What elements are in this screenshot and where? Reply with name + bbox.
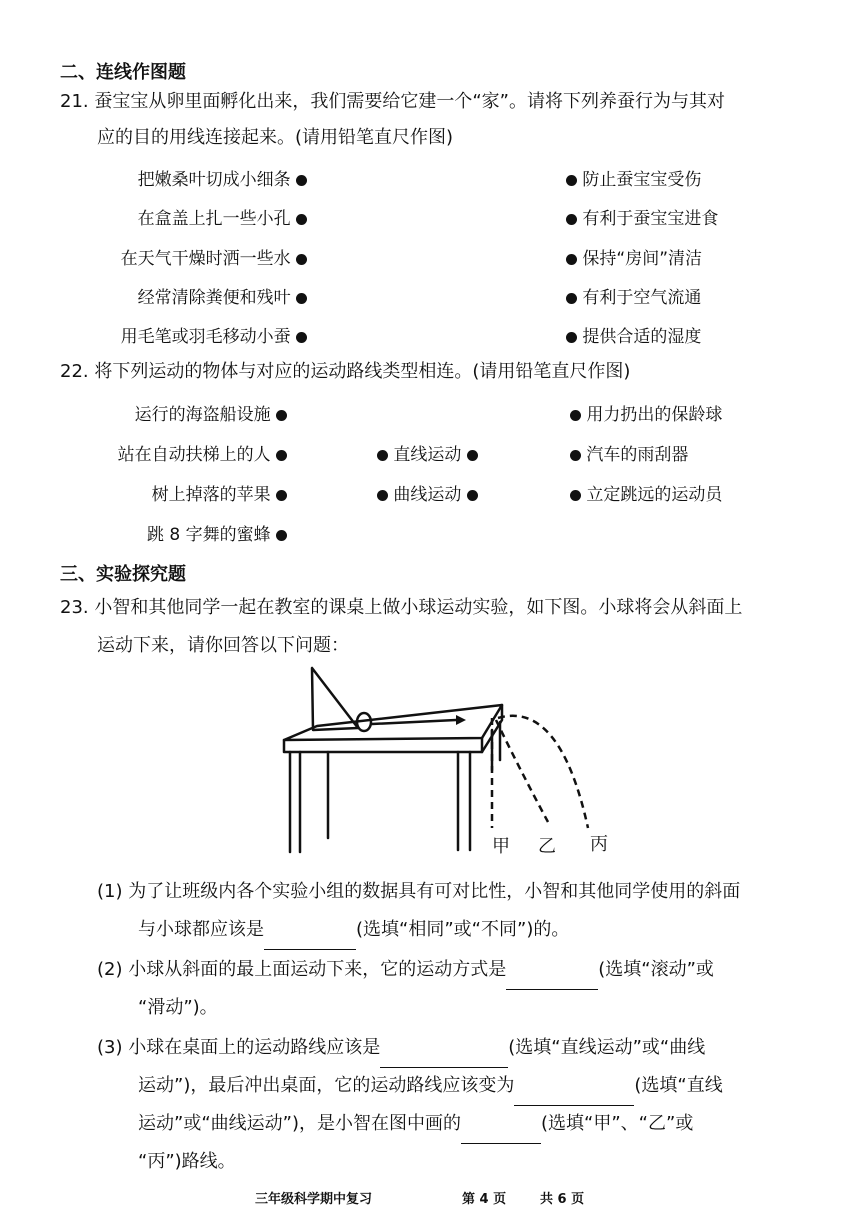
section-title-3: 三、实验探究题 <box>60 564 186 585</box>
q21-text-line2: 应的目的用线连接起来。(请用铅笔直尺作图) <box>97 127 454 148</box>
q22-right-item: 汽车的雨刮器 <box>570 440 688 465</box>
q23-sub3-line2: 运动”)，最后冲出桌面，它的运动路线应该变为 (选填“直线 <box>138 1066 723 1106</box>
answer-blank-3[interactable] <box>380 1047 508 1068</box>
q23-sub3-line4: “丙”)路线。 <box>138 1151 236 1172</box>
footer-course: 三年级科学期中复习 <box>255 1192 373 1207</box>
connect-dot[interactable] <box>296 214 307 225</box>
q22-text-line1: 22. 将下列运动的物体与对应的运动路线类型相连。(请用铅笔直尺作图) <box>60 361 631 382</box>
q22-left-item: 树上掉落的苹果 <box>152 480 287 505</box>
q23-sub3-line1: (3) 小球在桌面上的运动路线应该是 (选填“直线运动”或“曲线 <box>97 1028 705 1068</box>
label-bing: 丙 <box>590 834 608 855</box>
q21-left-item: 经常清除粪便和残叶 <box>138 283 307 308</box>
q23-text-line2: 运动下来，请你回答以下问题： <box>97 635 349 656</box>
table-leg <box>290 752 300 852</box>
q21-left-item: 用毛笔或羽毛移动小蚕 <box>121 322 307 347</box>
q22-left-item: 跳 8 字舞的蜜蜂 <box>147 520 287 545</box>
connect-dot[interactable] <box>566 254 577 265</box>
q23-sub1-line1: (1) 为了让班级内各个实验小组的数据具有可对比性，小智和其他同学使用的斜面 <box>97 881 741 902</box>
connect-dot[interactable] <box>570 410 581 421</box>
q22-left-item: 站在自动扶梯上的人 <box>118 440 287 465</box>
q21-right-item: 提供合适的湿度 <box>566 322 701 347</box>
q23-sub2-line1: (2) 小球从斜面的最上面运动下来，它的运动方式是 (选填“滚动”或 <box>97 950 714 990</box>
q23-sub1-line2: 与小球都应该是 (选填“相同”或“不同”)的。 <box>138 910 569 950</box>
connect-dot[interactable] <box>566 214 577 225</box>
q21-left-item: 在盒盖上扎一些小孔 <box>138 204 307 229</box>
answer-blank-4[interactable] <box>514 1085 634 1106</box>
q23-text-line1: 23. 小智和其他同学一起在教室的课桌上做小球运动实验，如下图。小球将会从斜面上 <box>60 597 743 618</box>
label-yi: 乙 <box>538 836 556 857</box>
path-yi <box>496 720 548 822</box>
q21-left-item: 在天气干燥时洒一些水 <box>121 244 307 269</box>
q21-right-item: 有利于蚕宝宝进食 <box>566 204 718 229</box>
connect-dot[interactable] <box>570 450 581 461</box>
connect-dot[interactable] <box>467 450 478 461</box>
q23-sub2-line2: “滑动”)。 <box>138 997 218 1018</box>
q22-right-item: 立定跳远的运动员 <box>570 480 722 505</box>
footer-page: 第 4 页 <box>462 1192 507 1207</box>
footer-total: 共 6 页 <box>540 1192 585 1207</box>
connect-dot[interactable] <box>296 254 307 265</box>
connect-dot[interactable] <box>377 490 388 501</box>
connect-dot[interactable] <box>296 332 307 343</box>
q23-sub3-line3: 运动”或“曲线运动”)，是小智在图中画的 (选填“甲”、“乙”或 <box>138 1104 693 1144</box>
desk-experiment-figure <box>270 660 630 865</box>
answer-blank-2[interactable] <box>506 969 598 990</box>
connect-dot[interactable] <box>276 530 287 541</box>
q21-left-item: 把嫩桑叶切成小细条 <box>138 165 307 190</box>
connect-dot[interactable] <box>296 175 307 186</box>
connect-dot[interactable] <box>566 332 577 343</box>
table-leg <box>458 752 470 850</box>
connect-dot[interactable] <box>276 450 287 461</box>
label-jia: 甲 <box>492 836 510 857</box>
connect-dot[interactable] <box>377 450 388 461</box>
connect-dot[interactable] <box>566 175 577 186</box>
answer-blank-1[interactable] <box>264 929 356 950</box>
q22-middle-item: 直线运动 <box>377 440 478 465</box>
q22-middle-item: 曲线运动 <box>377 480 478 505</box>
connect-dot[interactable] <box>276 490 287 501</box>
ramp-icon <box>312 668 358 730</box>
connect-dot[interactable] <box>566 293 577 304</box>
q22-left-item: 运行的海盗船设施 <box>135 400 287 425</box>
motion-arrow <box>372 720 456 724</box>
q22-right-item: 用力扔出的保龄球 <box>570 400 722 425</box>
q21-text-line1: 21. 蚕宝宝从卵里面孵化出来，我们需要给它建一个“家”。请将下列养蚕行为与其对 <box>60 91 725 112</box>
connect-dot[interactable] <box>467 490 478 501</box>
section-title-2: 二、连线作图题 <box>60 62 186 83</box>
answer-blank-5[interactable] <box>461 1123 541 1144</box>
connect-dot[interactable] <box>570 490 581 501</box>
q21-right-item: 有利于空气流通 <box>566 283 701 308</box>
q21-right-item: 保持“房间”清洁 <box>566 244 702 269</box>
q21-right-item: 防止蚕宝宝受伤 <box>566 165 701 190</box>
connect-dot[interactable] <box>276 410 287 421</box>
connect-dot[interactable] <box>296 293 307 304</box>
